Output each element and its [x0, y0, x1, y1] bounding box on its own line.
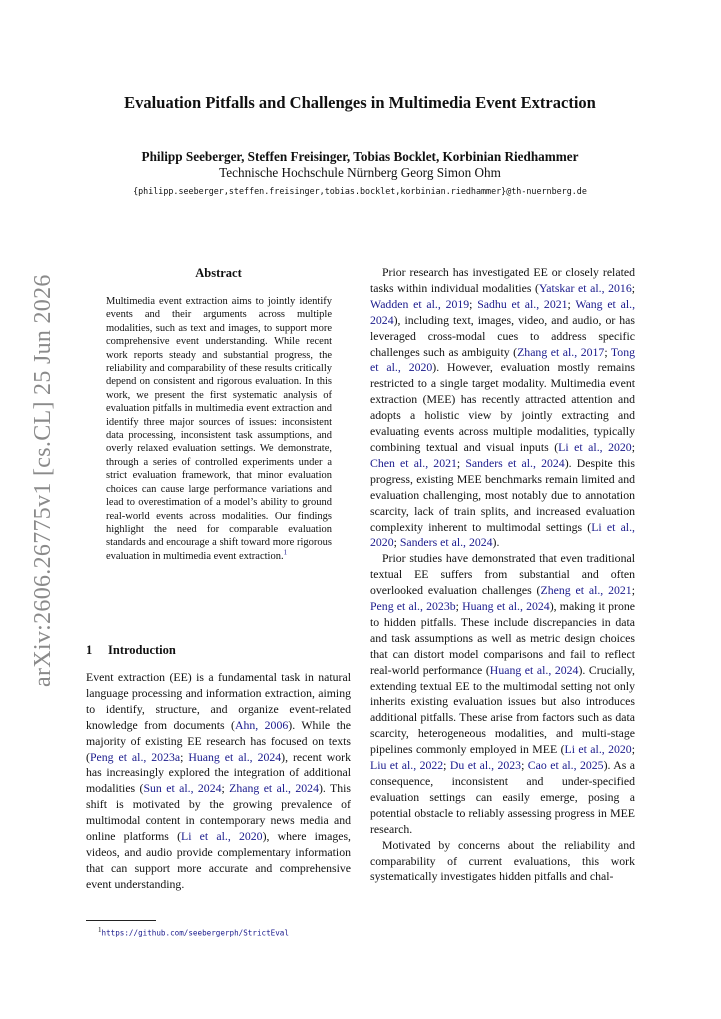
- author-emails: {philipp.seeberger,steffen.freisinger,tobias.bocklet,korbinian.riedhammer}@th-nuernberg.de: [133, 186, 587, 196]
- footnote-mark: 1: [98, 926, 102, 934]
- text-run: ;: [604, 344, 611, 359]
- citation-link[interactable]: Peng et al., 2023b: [370, 599, 456, 614]
- footnote-ref[interactable]: 1: [283, 548, 288, 557]
- text-run: Prior research has investigated EE or closely related tasks within individual modalities (: [370, 265, 635, 295]
- citation-link[interactable]: Yatskar et al., 2016: [538, 280, 632, 295]
- right-column-body: [370, 265, 635, 885]
- citation-link[interactable]: Li et al., 2020: [370, 519, 635, 550]
- introduction-paragraph-4: [370, 838, 635, 886]
- text-run: ;: [180, 749, 189, 764]
- footnote: [98, 925, 358, 939]
- citation-link[interactable]: Wang et al., 2024: [370, 296, 636, 327]
- citation-link[interactable]: Tong et al., 2020: [370, 344, 635, 375]
- citation-link[interactable]: Sadhu et al., 2021: [477, 296, 568, 311]
- paper-title: Evaluation Pitfalls and Challenges in Multimedia Event Extraction: [124, 93, 596, 112]
- abstract-body: [106, 295, 332, 563]
- citation-link[interactable]: Du et al., 2023: [449, 758, 522, 773]
- citation-link[interactable]: Cao et al., 2025: [527, 758, 604, 773]
- citation-link[interactable]: Chen et al., 2021: [370, 455, 457, 470]
- introduction-paragraph-3: [370, 551, 635, 837]
- citation-link[interactable]: Zhang et al., 2024: [229, 781, 319, 796]
- section-title: Introduction: [108, 643, 176, 657]
- text-run: ;: [631, 742, 635, 757]
- affiliation: Technische Hochschule Nürnberg Georg Simon Ohm: [219, 165, 501, 180]
- text-run: ). As a consequence, inconsistent and under-specified evaluation settings can easily emerge, posing a potential obstacle to reliably assessing progress in MEE research.: [370, 758, 635, 836]
- text-run: Motivated by concerns about the reliability and comparability of current evaluations, this work systematically investigates hidden pitfalls and chal-: [370, 837, 635, 884]
- citation-link[interactable]: Ahn, 2006: [234, 717, 289, 732]
- citation-link[interactable]: Li et al., 2020: [564, 742, 632, 757]
- footnote-url-link[interactable]: https://github.com/seebergerph/StrictEval: [101, 928, 289, 938]
- citation-link[interactable]: Wadden et al., 2019: [370, 296, 470, 311]
- citation-link[interactable]: Peng et al., 2023a: [89, 749, 181, 764]
- text-run: Prior studies have demonstrated that even traditional textual EE suffers from substantial and often overlooked evaluation challenges (: [370, 551, 635, 598]
- citation-link[interactable]: Zhang et al., 2017: [517, 344, 605, 359]
- citation-link[interactable]: Liu et al., 2022: [370, 758, 444, 773]
- text-run: ;: [469, 296, 478, 311]
- text-run: ;: [221, 781, 230, 796]
- text-run: Event extraction (EE) is a fundamental task in natural language processing and information extraction, aiming to identify, structure, and organize event-related knowledge from documents (: [86, 670, 351, 732]
- text-run: ). However, evaluation mostly remains restricted to a single target modality. Multimedia event extraction (MEE) has recently attracted attention and adopts a holistic view by jointly extracting and evaluating events across multiple modalities, typically combining textual and visual inputs (: [370, 360, 636, 454]
- citation-link[interactable]: Sanders et al., 2024: [465, 455, 565, 470]
- citation-link[interactable]: Huang et al., 2024: [188, 749, 282, 764]
- introduction-paragraph-1: [86, 670, 351, 893]
- text-run: ;: [631, 439, 635, 454]
- arxiv-identifier-stamp: arXiv:2606.26775v1 [cs.CL] 25 Jun 2026: [30, 274, 56, 687]
- text-run: ;: [521, 758, 528, 773]
- text-run: ;: [631, 280, 636, 295]
- text-run: ;: [567, 296, 576, 311]
- text-run: ). Crucially, extending textual EE to the multimodal setting not only inherits existing evaluation issues but also introduces additional pitfalls. These arise from factors such as data scarcity, heterogeneous modalities, and multi-stage pipelines commonly employed in MEE (: [370, 662, 635, 757]
- citation-link[interactable]: Huang et al., 2024: [462, 599, 550, 614]
- citation-link[interactable]: Huang et al., 2024: [489, 662, 579, 677]
- text-run: ;: [443, 758, 450, 773]
- text-run: ). While the majority of existing EE research has focused on texts (: [86, 717, 351, 764]
- citation-link[interactable]: Li et al., 2020: [558, 439, 632, 454]
- footnote-divider: [86, 920, 156, 921]
- citation-link[interactable]: Zheng et al., 2021: [540, 583, 632, 598]
- text-run: ), recent work has increasingly explored the integration of additional modalities (: [86, 749, 351, 796]
- section-heading-introduction: [86, 643, 351, 658]
- text-run: ). Despite this progress, existing MEE benchmarks remain limited and evaluation challenging, most notably due to annotation scarcity, lack of train splits, and increased evaluation complexity inherent to multimodal settings (: [370, 455, 635, 534]
- text-run: ), including text, images, video, and audio, or has leveraged cross-modal cues to address specific challenges such as ambiguity (: [370, 312, 635, 359]
- text-run: ). This shift is motivated by the growing prevalence of multimodal content in contemporary news media and online platforms (: [86, 781, 352, 844]
- text-run: ;: [393, 535, 400, 550]
- text-run: ), where images, videos, and audio provide complementary information that can support more accurate and comprehensive event understanding.: [86, 829, 351, 891]
- author-list: Philipp Seeberger, Steffen Freisinger, Tobias Bocklet, Korbinian Riedhammer: [141, 149, 579, 164]
- introduction-paragraph-2: [370, 265, 635, 551]
- text-run: ;: [456, 455, 466, 470]
- text-run: ;: [631, 583, 635, 598]
- text-run: ;: [455, 599, 463, 614]
- abstract-text: Multimedia event extraction aims to jointly identify events and their arguments across multiple modalities, such as text and images, to support more comprehensive event understanding. While recent work reports steady and substantial progress, the reliability and comparability of these results critically depend on consistent and rigorous evaluation. In this work, we present the first systematic analysis of evaluation pitfalls in multimedia event extraction and identify three major sources of issues: inconsistent data processing, inconsistent task assumptions, and overly relaxed evaluation settings. We demonstrate, through a series of controlled experiments under a strict evaluation framework, that minor evaluation choices can cause large performance variations and lead to overestimation of a model’s ability to ground real-world events across modalities. Our findings highlight the need for comparable evaluation standards and encourage a shift toward more rigorous evaluation in multimedia event extraction.: [106, 296, 332, 562]
- section-number: 1: [86, 643, 93, 657]
- text-run: ), making it prone to hidden pitfalls. These include discrepancies in data and task assumptions as well as metric design choices that can distort model comparisons and fail to reflect real-world performance (: [370, 599, 635, 677]
- abstract-heading: Abstract: [195, 266, 242, 280]
- citation-link[interactable]: Sanders et al., 2024: [399, 535, 493, 550]
- citation-link[interactable]: Sun et al., 2024: [143, 781, 222, 796]
- citation-link[interactable]: Li et al., 2020: [181, 829, 263, 844]
- text-run: ).: [492, 535, 500, 550]
